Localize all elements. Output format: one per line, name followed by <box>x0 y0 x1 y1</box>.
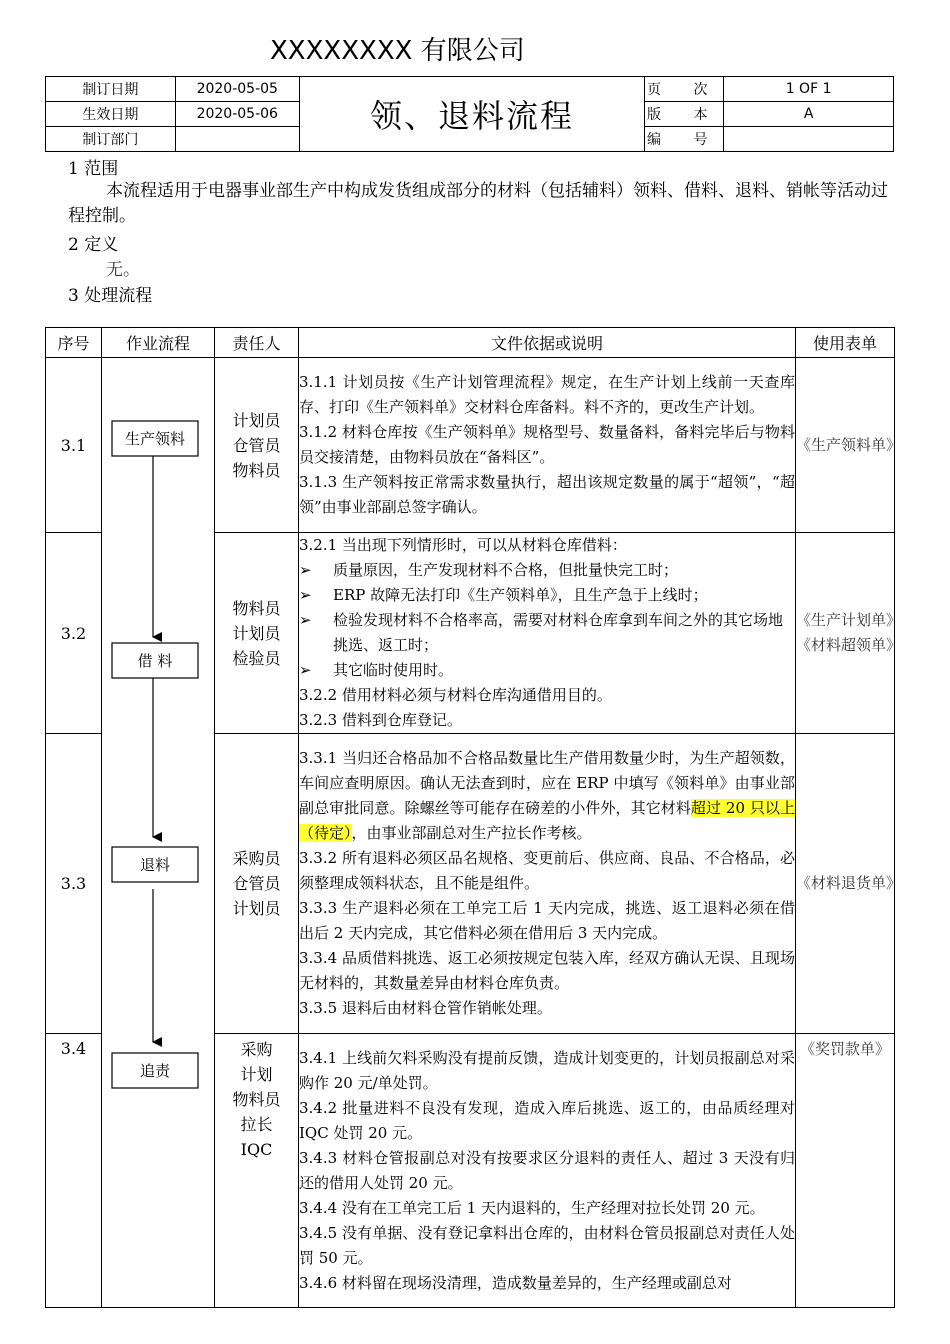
version-value: A <box>724 102 894 127</box>
bullet-arrow-icon: ➢ <box>299 561 312 579</box>
section-2-text: 无。 <box>106 260 140 280</box>
row-number: 3.4 <box>46 1034 102 1308</box>
flow-step-label: 借 料 <box>137 652 173 670</box>
col-header-number: 序号 <box>46 328 102 358</box>
highlighted-text: 超过 20 只以上（待定） <box>299 799 795 842</box>
section-1-title: 1 范围 <box>68 159 119 179</box>
page-label: 页 次 <box>645 77 724 102</box>
page-value: 1 OF 1 <box>724 77 894 102</box>
row-description: 3.3.1 当归还合格品加不合格品数量比生产借用数量少时，为生产超领数，车间应查明原因。确认无法查到时，应在 ERP 中填写《领料单》由事业部副总审批同意。除螺丝等可能存在磅差的小件外，其它材料超过 20 只以上（待定），由事业部副总对生产拉长作考核。 3.3.2 所有退料必须区品名规格、变更前后、供应商、良品、不合格品，必须整理成领料状态，且不能是组件。 3.3.3 生产退料必须在工单完工后 1 天内完成，挑选、返工退料必须在借出后 2 天内完成，其它借料必须在借用后 3 天内完成。 3.3.4 品质借料挑选、返工必须按规定包装入库，经双方确认无误、且现场无材料的，其数量差异由材料仓库负责。 3.3.5 退料后由材料仓管作销帐处理。 <box>299 734 796 1034</box>
bullet-item: ➢ 其它临时使用时。 <box>299 658 795 683</box>
row-responsible: 采购 计划 物料员 拉长 IQC <box>215 1034 299 1308</box>
flow-step-label: 退料 <box>139 856 171 874</box>
row-forms: 《材料退货单》 <box>796 734 895 1034</box>
row-description: 3.2.1 当出现下列情形时，可以从材料仓库借料： ➢ 质量原因，生产发现材料不合格，但批量快完工时； ➢ ERP 故障无法打印《生产领料单》，且生产急于上线时； ➢ 检验发现材料不合格率高，需要对材料仓库拿到车间之外的其它场地挑选、返工时； ➢ 其它临时使用时。 3.2.2 借用材料必须与材料仓库沟通借用目的。 3.2.3 借料到仓库登记。 <box>299 533 796 734</box>
row-responsible: 计划员 仓管员 物料员 <box>215 358 299 533</box>
bullet-arrow-icon: ➢ <box>299 611 312 629</box>
row-forms: 《奖罚款单》 <box>796 1034 895 1308</box>
version-label: 版 本 <box>645 102 724 127</box>
row-description: 3.4.1 上线前欠料采购没有提前反馈，造成计划变更的，计划员报副总对采购作 20 元/单处罚。 3.4.2 批量进料不良没有发现，造成入库后挑选、返工的，由品质经理对 IQC 处罚 20 元。 3.4.3 材料仓管报副总对没有按要求区分退料的责任人、超过 3 天没有归还的借用人处罚 20 元。 3.4.4 没有在工单完工后 1 天内退料的，生产经理对拉长处罚 20 元。 3.4.5 没有单据、没有登记拿料出仓库的，由材料仓管员报副总对责任人处罚 50 元。 3.4.6 材料留在现场没清理，造成数量差异的，生产经理或副总对 <box>299 1034 796 1308</box>
flow-step-accountability <box>112 1053 198 1088</box>
col-header-description: 文件依据或说明 <box>299 328 796 358</box>
bullet-item: ➢ 质量原因，生产发现材料不合格，但批量快完工时； <box>299 558 795 583</box>
section-3-title: 3 处理流程 <box>68 286 153 306</box>
effective-date-value: 2020-05-06 <box>175 102 299 127</box>
row-number: 3.1 <box>46 358 102 533</box>
flow-step-label: 追责 <box>139 1062 171 1080</box>
process-table-header <box>46 328 895 358</box>
created-date-value: 2020-05-05 <box>175 77 299 102</box>
row-responsible: 采购员 仓管员 计划员 <box>215 734 299 1034</box>
dept-label: 制订部门 <box>46 127 176 152</box>
row-forms: 《生产领料单》 <box>796 358 895 533</box>
number-label: 编 号 <box>645 127 724 152</box>
section-1-text: 本流程适用于电器事业部生产中构成发货组成部分的材料（包括辅料）领料、借料、退料、销帐等活动过程控制。 <box>68 181 888 226</box>
col-header-responsible: 责任人 <box>215 328 299 358</box>
row-number: 3.3 <box>46 734 102 1034</box>
bullet-item: ➢ ERP 故障无法打印《生产领料单》，且生产急于上线时； <box>299 583 795 608</box>
bullet-arrow-icon: ➢ <box>299 586 312 604</box>
flow-step-label: 生产领料 <box>124 430 186 448</box>
row-number: 3.2 <box>46 533 102 734</box>
company-name: XXXXXXXX 有限公司 <box>270 36 525 66</box>
row-forms: 《生产计划单》 《材料超领单》 <box>796 533 895 734</box>
document-title: 领、退料流程 <box>299 77 645 152</box>
flow-step-borrow <box>112 643 198 678</box>
col-header-forms: 使用表单 <box>796 328 895 358</box>
row-description: 3.1.1 计划员按《生产计划管理流程》规定，在生产计划上线前一天查库存、打印《生产领料单》交材料仓库备料。料不齐的，更改生产计划。 3.1.2 材料仓库按《生产领料单》规格型号、数量备料，备料完毕后与物料员交接清楚，由物料员放在“备料区”。 3.1.3 生产领料按正常需求数量执行，超出该规定数量的属于“超领”，“超领”由事业部副总签字确认。 <box>299 358 796 533</box>
bullet-arrow-icon: ➢ <box>299 661 312 679</box>
table-row <box>46 358 895 533</box>
flow-step-production-picking <box>112 421 198 456</box>
col-header-flow: 作业流程 <box>102 328 215 358</box>
document-header-table <box>45 76 894 152</box>
flow-column <box>102 358 215 1308</box>
effective-date-label: 生效日期 <box>46 102 176 127</box>
dept-value <box>175 127 299 152</box>
number-value <box>724 127 894 152</box>
flow-chart <box>102 358 215 1303</box>
created-date-label: 制订日期 <box>46 77 176 102</box>
flow-step-return <box>112 847 198 882</box>
bullet-item: ➢ 检验发现材料不合格率高，需要对材料仓库拿到车间之外的其它场地挑选、返工时； <box>299 608 795 658</box>
row-responsible: 物料员 计划员 检验员 <box>215 533 299 734</box>
section-2-title: 2 定义 <box>68 235 119 255</box>
process-table <box>45 327 902 1308</box>
